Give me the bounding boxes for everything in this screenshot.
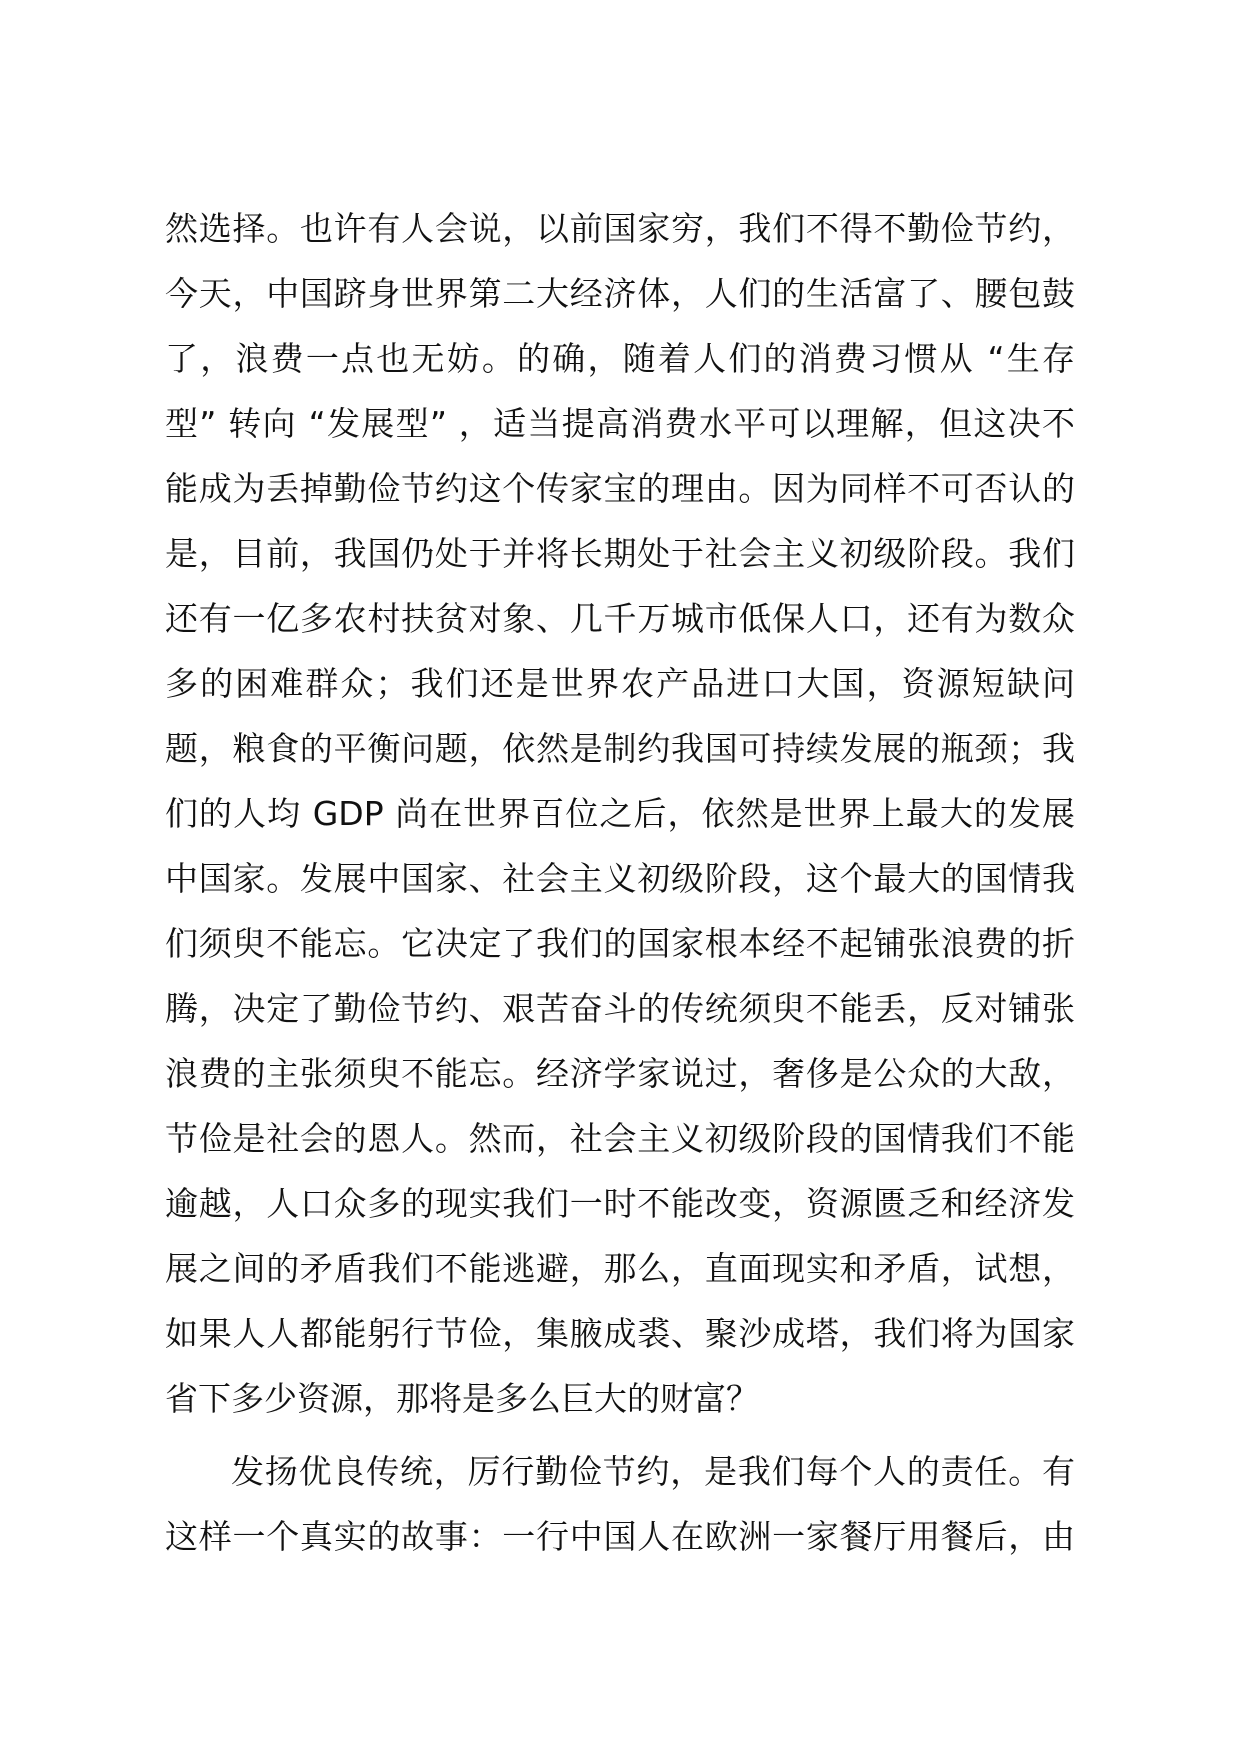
text-line: 中国家。发展中国家、社会主义初级阶段，这个最大的国情我 bbox=[165, 859, 1075, 898]
text-line: 腾，决定了勤俭节约、艰苦奋斗的传统须臾不能丢，反对铺张 bbox=[165, 989, 1075, 1028]
text-line: 还有一亿多农村扶贫对象、几千万城市低保人口，还有为数众 bbox=[165, 599, 1075, 638]
text-line: 是，目前，我国仍处于并将长期处于社会主义初级阶段。我们 bbox=[165, 534, 1075, 573]
text-line: 这样一个真实的故事：一行中国人在欧洲一家餐厅用餐后，由 bbox=[165, 1517, 1075, 1556]
text-line: 今天，中国跻身世界第二大经济体，人们的生活富了、腰包鼓 bbox=[165, 274, 1075, 313]
text-line: 们须臾不能忘。它决定了我们的国家根本经不起铺张浪费的折 bbox=[165, 924, 1075, 963]
text-line: 多的困难群众；我们还是世界农产品进口大国，资源短缺问 bbox=[165, 664, 1075, 703]
body-text bbox=[165, 196, 1075, 1569]
text-line: 展之间的矛盾我们不能逃避，那么，直面现实和矛盾，试想， bbox=[165, 1249, 1075, 1288]
text-line-paragraph-start: 发扬优良传统，厉行勤俭节约，是我们每个人的责任。有 bbox=[231, 1452, 1075, 1491]
text-line: 型” 转向 “发展型” ，适当提高消费水平可以理解，但这决不 bbox=[165, 404, 1075, 443]
text-line: 然选择。也许有人会说，以前国家穷，我们不得不勤俭节约， bbox=[165, 209, 1075, 248]
text-line: 了，浪费一点也无妨。的确，随着人们的消费习惯从 “生存 bbox=[165, 339, 1075, 378]
text-line: 题，粮食的平衡问题，依然是制约我国可持续发展的瓶颈；我 bbox=[165, 729, 1075, 768]
text-line: 能成为丢掉勤俭节约这个传家宝的理由。因为同样不可否认的 bbox=[165, 469, 1075, 508]
text-line: 们的人均 GDP 尚在世界百位之后，依然是世界上最大的发展 bbox=[165, 794, 1075, 833]
text-line: 如果人人都能躬行节俭，集腋成裘、聚沙成塔，我们将为国家 bbox=[165, 1314, 1075, 1353]
text-line: 逾越，人口众多的现实我们一时不能改变，资源匮乏和经济发 bbox=[165, 1184, 1075, 1223]
text-line: 节俭是社会的恩人。然而，社会主义初级阶段的国情我们不能 bbox=[165, 1119, 1075, 1158]
text-line-paragraph-end: 省下多少资源，那将是多么巨大的财富？ bbox=[165, 1379, 759, 1418]
paragraph-gap bbox=[165, 1431, 1075, 1439]
text-line: 浪费的主张须臾不能忘。经济学家说过，奢侈是公众的大敌， bbox=[165, 1054, 1075, 1093]
